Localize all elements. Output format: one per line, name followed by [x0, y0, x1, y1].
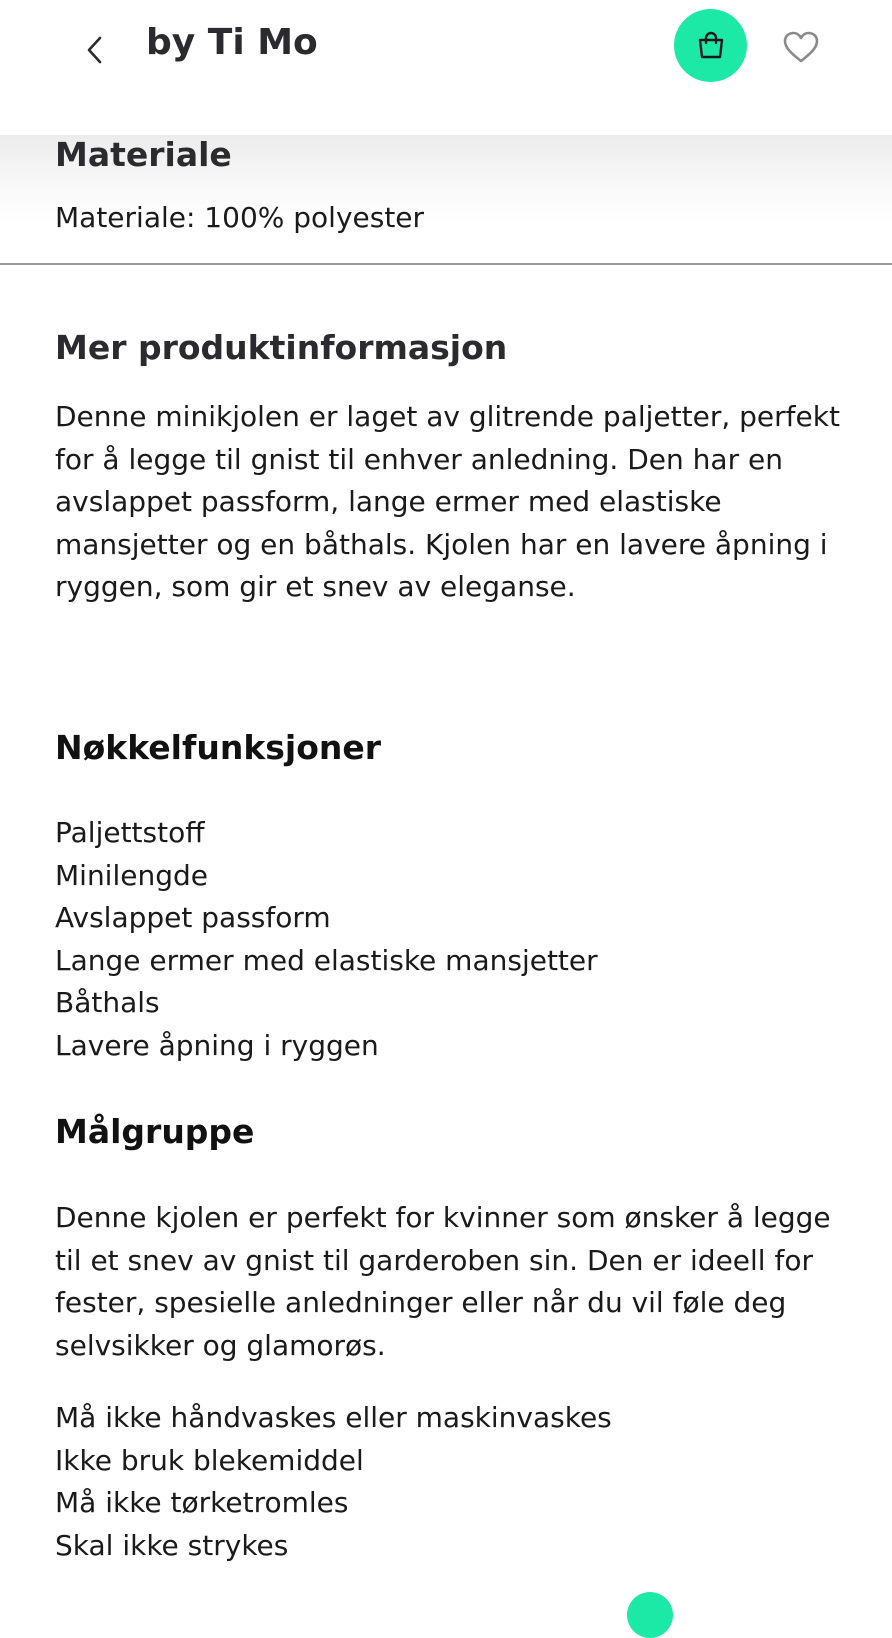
care-instructions-list — [55, 1397, 612, 1567]
list-item: Skal ikke strykes — [55, 1528, 289, 1562]
top-bar — [0, 0, 892, 135]
cart-button[interactable] — [674, 9, 747, 82]
list-item: Avslappet passform — [55, 901, 331, 934]
back-button[interactable] — [76, 32, 112, 68]
list-item: Må ikke håndvaskes eller maskinvaskes — [55, 1401, 612, 1434]
shopping-bag-icon — [695, 30, 727, 62]
materials-heading: Materiale — [55, 135, 232, 174]
target-group-text: Denne kjolen er perfekt for kvinner som ønsker å legge til et snev av gnist til garderoben sin. Den er ideell for fester, spesielle anledninger eller når du vil føle deg selvsikker og glamorøs. — [55, 1201, 831, 1362]
key-features-heading: Nøkkelfunksjoner — [55, 728, 382, 767]
product-info-heading: Mer produktinformasjon — [55, 328, 508, 367]
list-item: Båthals — [55, 986, 160, 1019]
floating-action-button[interactable] — [627, 1592, 673, 1638]
list-item: Paljettstoff — [55, 816, 205, 849]
product-info-text: Denne minikjolen er laget av glitrende paljetter, perfekt for å legge til gnist til enhver anledning. Den har en avslappet passform, lange ermer med elastiske mansjetter og en båthals. Kjolen har en lavere åpning i ryggen, som gir et snev av eleganse. — [55, 400, 840, 603]
key-features-list — [55, 812, 598, 1067]
chevron-left-icon — [84, 34, 104, 66]
target-group-heading: Målgruppe — [55, 1112, 255, 1151]
list-item: Må ikke tørketromles — [55, 1486, 349, 1519]
favorite-button[interactable] — [778, 24, 824, 70]
list-item: Lange ermer med elastiske mansjetter — [55, 943, 598, 977]
page-title: by Ti Mo — [146, 22, 318, 63]
heart-outline-icon — [782, 30, 820, 64]
list-item: Minilengde — [55, 858, 208, 892]
materials-text: Materiale: 100% polyester — [55, 201, 425, 234]
materials-section — [0, 135, 892, 265]
list-item: Ikke bruk blekemiddel — [55, 1443, 364, 1477]
list-item: Lavere åpning i ryggen — [55, 1028, 379, 1062]
